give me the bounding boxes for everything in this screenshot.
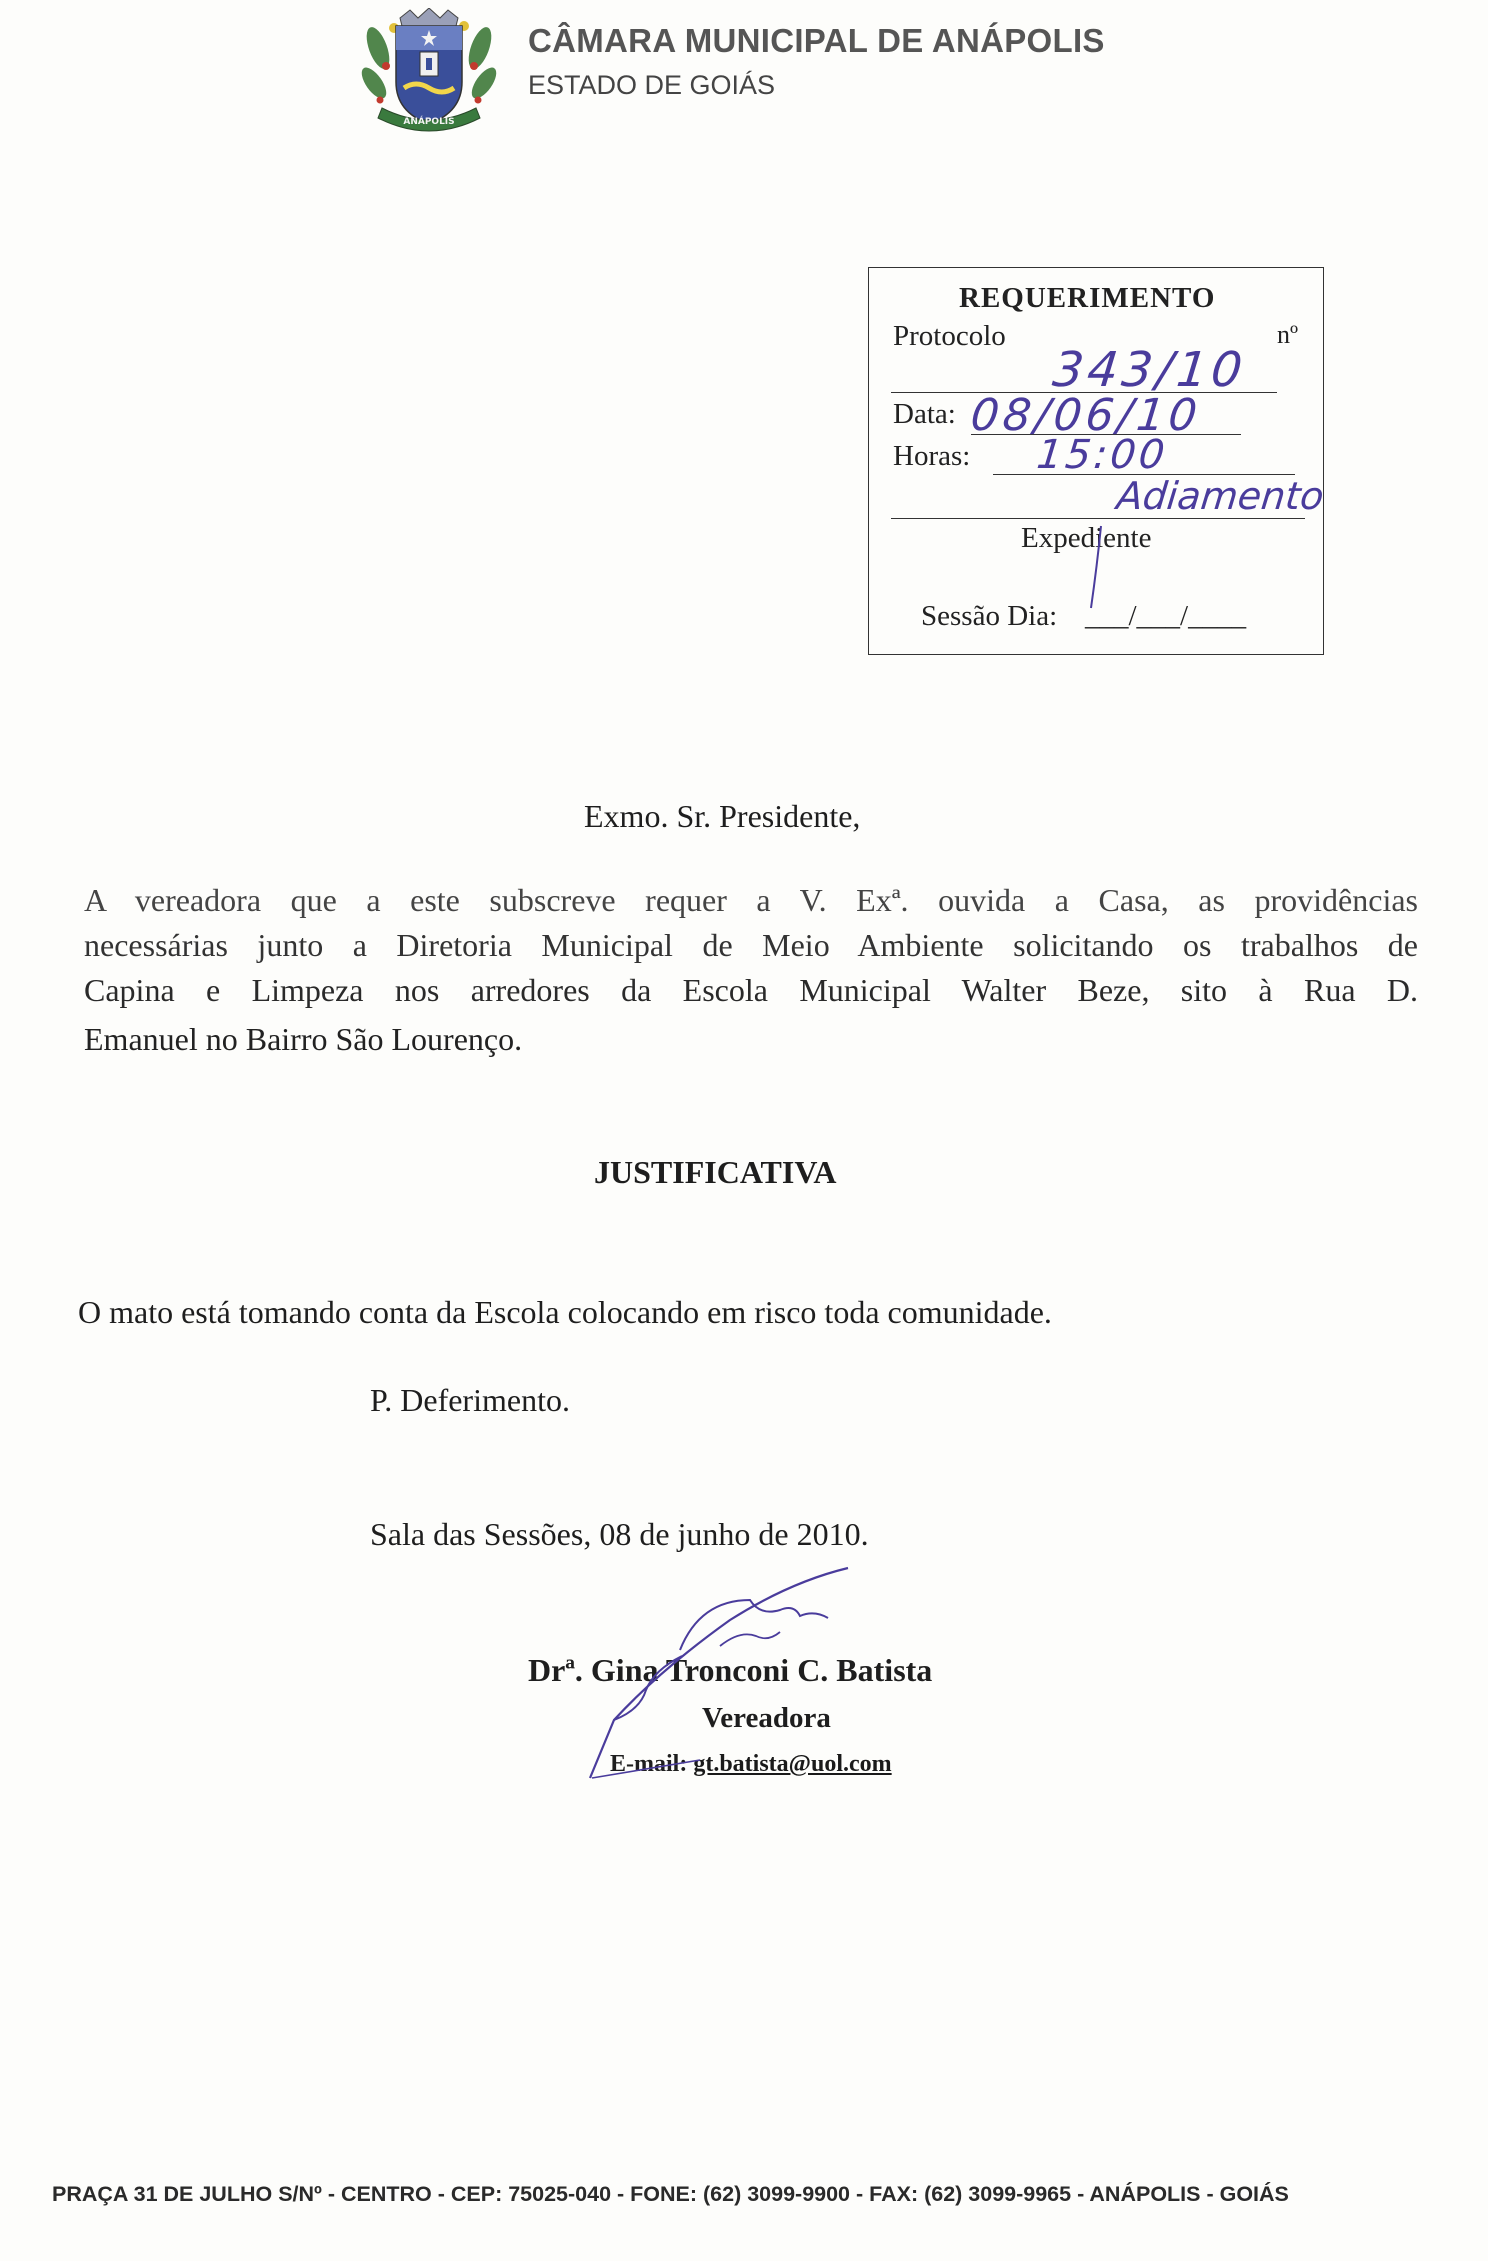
body-line-1: A vereadora que a este subscreve requer a V. Exª. ouvida a Casa, as providências xyxy=(84,882,1418,918)
despacho-line xyxy=(891,518,1305,519)
expediente-label: Expediente xyxy=(1021,522,1152,554)
signatory-name: Drª. Gina Tronconi C. Batista xyxy=(528,1652,933,1688)
protocolo-label: Protocolo xyxy=(893,320,1006,352)
despacho-handwritten: Adiamento xyxy=(1114,474,1326,518)
protocol-stamp xyxy=(868,267,1324,655)
justification-text: O mato está tomando conta da Escola colocando em risco toda comunidade. xyxy=(78,1294,1052,1330)
crest-ribbon-text: ANÁPOLIS xyxy=(403,117,455,127)
horas-label: Horas: xyxy=(893,440,971,472)
justification-heading: JUSTIFICATIVA xyxy=(594,1154,837,1190)
numero-label: nº xyxy=(1277,320,1299,349)
data-value: 08/06/10 xyxy=(968,390,1204,441)
state-name: ESTADO DE GOIÁS xyxy=(528,70,776,100)
horas-value: 15:00 xyxy=(1034,432,1170,478)
body-line-2: necessárias junto a Diretoria Municipal de Meio Ambiente solicitando os trabalhos de xyxy=(84,927,1418,963)
municipal-crest-logo xyxy=(356,8,502,136)
salutation: Exmo. Sr. Presidente, xyxy=(584,798,861,834)
email-link[interactable]: gt.batista@uol.com xyxy=(693,1751,892,1777)
stamp-title: REQUERIMENTO xyxy=(959,282,1216,314)
email-block xyxy=(610,1742,892,1787)
place-date: Sala das Sessões, 08 de junho de 2010. xyxy=(370,1516,869,1552)
signatory-role: Vereadora xyxy=(702,1702,831,1734)
protocolo-value: 343/10 xyxy=(1050,342,1249,398)
body-line-3: Capina e Limpeza nos arredores da Escola Municipal Walter Beze, sito à Rua D. xyxy=(84,972,1418,1008)
sessao-label: Sessão Dia: xyxy=(921,600,1058,632)
data-label: Data: xyxy=(893,398,956,430)
institution-name: CÂMARA MUNICIPAL DE ANÁPOLIS xyxy=(528,22,1105,59)
email-label: E-mail: xyxy=(610,1751,688,1777)
sessao-date-blank: ___/___/____ xyxy=(1085,600,1247,632)
closing: P. Deferimento. xyxy=(370,1382,570,1418)
footer-address: PRAÇA 31 DE JULHO S/Nº - CENTRO - CEP: 75025-040 - FONE: (62) 3099-9900 - FAX: (62) 3099-9965 - ANÁPOLIS - GOIÁS xyxy=(52,2182,1289,2206)
body-line-4: Emanuel no Bairro São Lourenço. xyxy=(84,1021,523,1057)
